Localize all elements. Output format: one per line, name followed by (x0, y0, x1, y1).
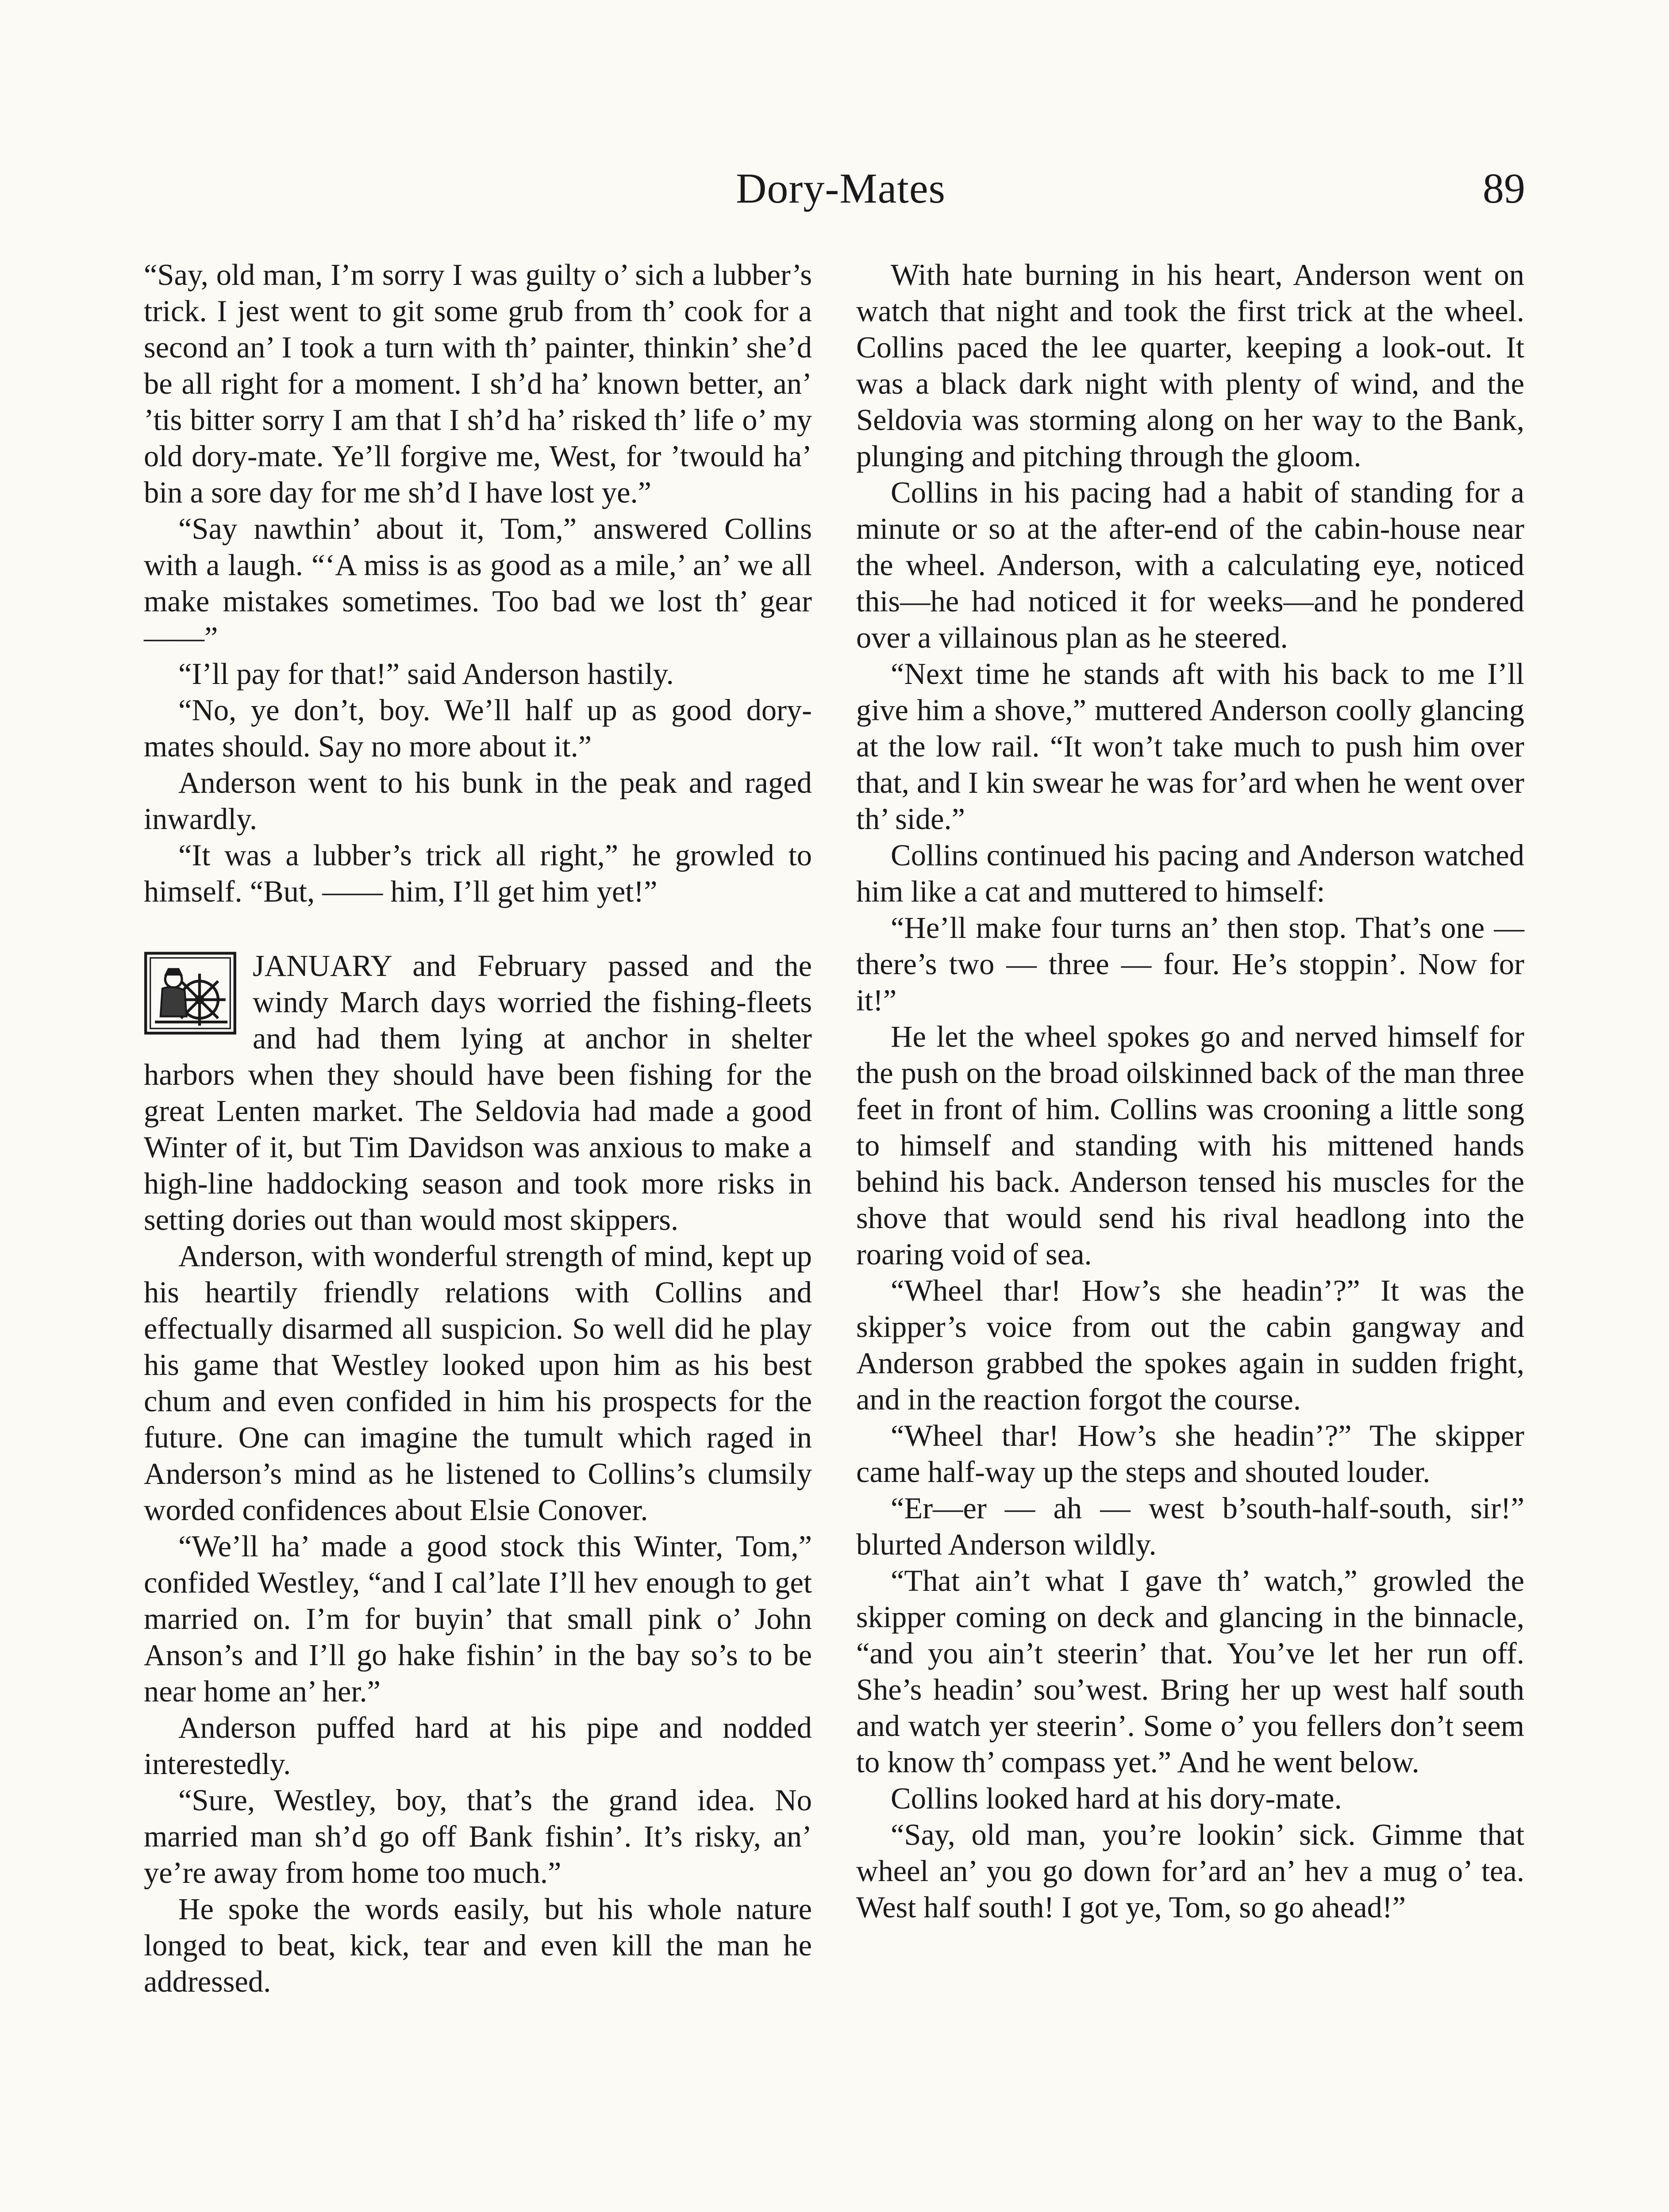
paragraph: “Wheel thar! How’s she headin’?” The skipper came half-way up the steps and shouted louder. (856, 1419, 1524, 1489)
page-number: 89 (1483, 165, 1525, 212)
paragraph: “It was a lubber’s trick all right,” he growled to himself. “But, —— him, I’ll get him yet!” (144, 838, 812, 908)
sailor-at-ship-wheel-icon (144, 951, 237, 1035)
paragraph: “Next time he stands aft with his back to me I’ll give him a shove,” muttered Anderson coolly glancing at the low rail. “It won’t take much to push him over that, and I kin swear he was for’ard when he went over th’ side.” (856, 657, 1524, 836)
page-header (0, 164, 1669, 226)
paragraph: Collins in his pacing had a habit of standing for a minute or so at the after-end of the cabin-house near the wheel. Anderson, with a calculating eye, noticed this—he had noticed it for weeks—and he pondered over a villainous plan as he steered. (856, 476, 1524, 654)
paragraph: “Wheel thar! How’s she headin’?” It was the skipper’s voice from out the cabin gangway and Anderson grabbed the spokes again in sudden fright, and in the reaction forgot the course. (856, 1274, 1524, 1416)
left-column (144, 257, 812, 2000)
paragraph: Anderson, with wonderful strength of mind, kept up his heartily friendly relations with Collins and effectually disarmed all suspicion. So well did he play his game that Westley looked upon him as his best chum and even confided in him his prospects for the future. One can imagine the tumult which raged in Anderson’s mind as he listened to Collins’s clumsily worded confidences about Elsie Conover. (144, 1239, 812, 1527)
paragraph: “Sure, Westley, boy, that’s the grand idea. No married man sh’d go off Bank fishin’. It’s risky, an’ ye’re away from home too much.” (144, 1783, 812, 1889)
section-opening-paragraph: JANUARY and February passed and the windy March days worried the fishing-fleets and had them lying at anchor in shelter harbors when they should have been fishing for the great Lenten market. The Seldovia had made a good Winter of it, but Tim Davidson was anxious to make a high-line haddocking season and took more risks in setting dories out than would most skippers. (144, 949, 812, 1237)
paragraph: “Say nawthin’ about it, Tom,” answered Collins with a laugh. “‘A miss is as good as a mile,’ an’ we all make mistakes sometimes. Too bad we lost th’ gear——” (144, 512, 812, 654)
paragraph: He let the wheel spokes go and nerved himself for the push on the broad oilskinned back of the man three feet in front of him. Collins was crooning a little song to himself and standing with his mittened hands behind his back. Anderson tensed his muscles for the shove that would send his rival headlong into the roaring void of sea. (856, 1020, 1524, 1271)
paragraph: Anderson puffed hard at his pipe and nodded interestedly. (144, 1711, 812, 1781)
paragraph: “We’ll ha’ made a good stock this Winter, Tom,” confided Westley, “and I cal’late I’ll hev enough to get married on. I’m for buyin’ that small pink o’ John Anson’s and I’ll go hake fishin’ in the bay so’s to be near home an’ her.” (144, 1529, 812, 1708)
paragraph: “No, ye don’t, boy. We’ll half up as good dory-mates should. Say no more about it.” (144, 693, 812, 763)
paragraph: “Say, old man, you’re lookin’ sick. Gimme that wheel an’ you go down for’ard an’ hev a mug o’ tea. West half south! I got ye, Tom, so go ahead!” (856, 1818, 1524, 1924)
paragraph: With hate burning in his heart, Anderson went on watch that night and took the first trick at the wheel. Collins paced the lee quarter, keeping a look-out. It was a black dark night with plenty of wind, and the Seldovia was storming along on her way to the Bank, plunging and pitching through the gloom. (856, 258, 1524, 473)
right-column (856, 257, 1524, 1925)
running-title: Dory-Mates (736, 165, 946, 212)
section-break (144, 910, 812, 948)
paragraph: “I’ll pay for that!” said Anderson hastily. (178, 657, 674, 691)
paragraph: “That ain’t what I gave th’ watch,” growled the skipper coming on deck and glancing in the binnacle, “and you ain’t steerin’ that. You’ve let her run off. She’s headin’ sou’west. Bring her up west half south and watch yer steerin’. Some o’ you fellers don’t seem to know th’ compass yet.” And he went below. (856, 1564, 1524, 1779)
paragraph: Anderson went to his bunk in the peak and raged inwardly. (144, 766, 812, 836)
paragraph: “He’ll make four turns an’ then stop. That’s one — there’s two — three — four. He’s stoppin’. Now for it!” (856, 911, 1524, 1017)
paragraph: “Say, old man, I’m sorry I was guilty o’ sich a lubber’s trick. I jest went to git some grub from th’ cook for a second an’ I took a turn with th’ painter, thinkin’ she’d be all right for a moment. I sh’d ha’ known better, an’ ’tis bitter sorry I am that I sh’d ha’ risked th’ life o’ my old dory-mate. Ye’ll forgive me, West, for ’twould ha’ bin a sore day for me sh’d I have lost ye.” (144, 258, 812, 509)
paragraph: Collins looked hard at his dory-mate. (891, 1782, 1342, 1815)
paragraph: “Er—er — ah — west b’south-half-south, sir!” blurted Anderson wildly. (856, 1491, 1524, 1561)
paragraph: He spoke the words easily, but his whole nature longed to beat, kick, tear and even kill the man he addressed. (144, 1892, 812, 1998)
paragraph: Collins continued his pacing and Anderson watched him like a cat and muttered to himself: (856, 838, 1524, 908)
